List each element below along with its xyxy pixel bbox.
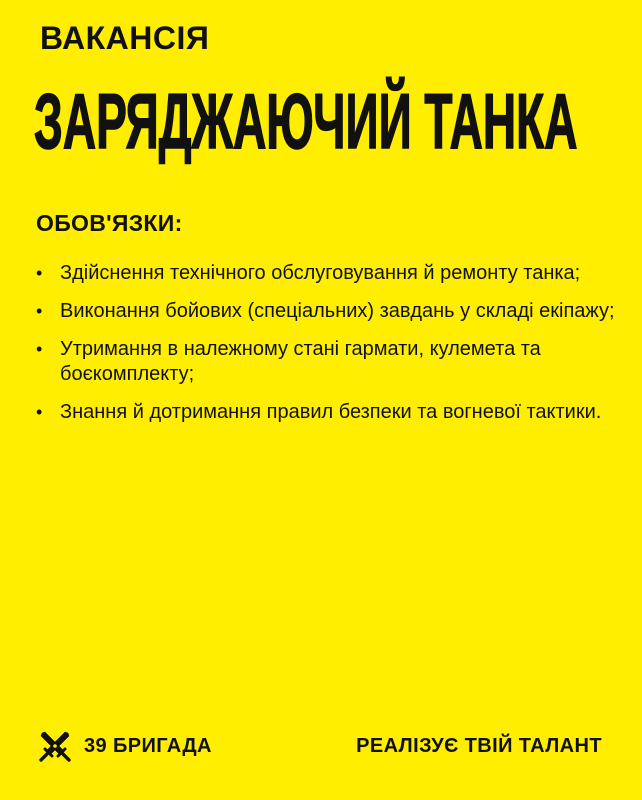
bullet-icon: •	[36, 301, 43, 321]
duty-text: Здійснення технічного обслуговування й ремонту танка;	[60, 262, 581, 284]
duty-text: Утримання в належному стані гармати, кулемета та боєкомплекту;	[60, 338, 541, 385]
duty-item	[36, 337, 616, 387]
duty-item	[36, 299, 616, 324]
crossed-swords-emblem-icon	[38, 729, 72, 763]
slogan: РЕАЛІЗУЄ ТВІЙ ТАЛАНТ	[356, 735, 602, 757]
duty-item	[36, 400, 616, 425]
job-title: ЗАРЯДЖАЮЧИЙ ТАНКА	[34, 77, 578, 165]
duty-text: Виконання бойових (спеціальних) завдань у складі екіпажу;	[60, 300, 615, 322]
duties-heading: ОБОВ'ЯЗКИ:	[36, 210, 183, 236]
brigade-name: 39 БРИГАДА	[84, 735, 212, 757]
bullet-icon: •	[36, 402, 43, 422]
brigade-brand	[38, 729, 212, 763]
duties-list	[36, 261, 616, 438]
duty-text: Знання й дотримання правил безпеки та вогневої тактики.	[60, 401, 602, 423]
vacancy-label: ВАКАНСІЯ	[40, 20, 210, 56]
duty-item	[36, 261, 616, 286]
bullet-icon: •	[36, 339, 43, 359]
bullet-icon: •	[36, 263, 43, 283]
